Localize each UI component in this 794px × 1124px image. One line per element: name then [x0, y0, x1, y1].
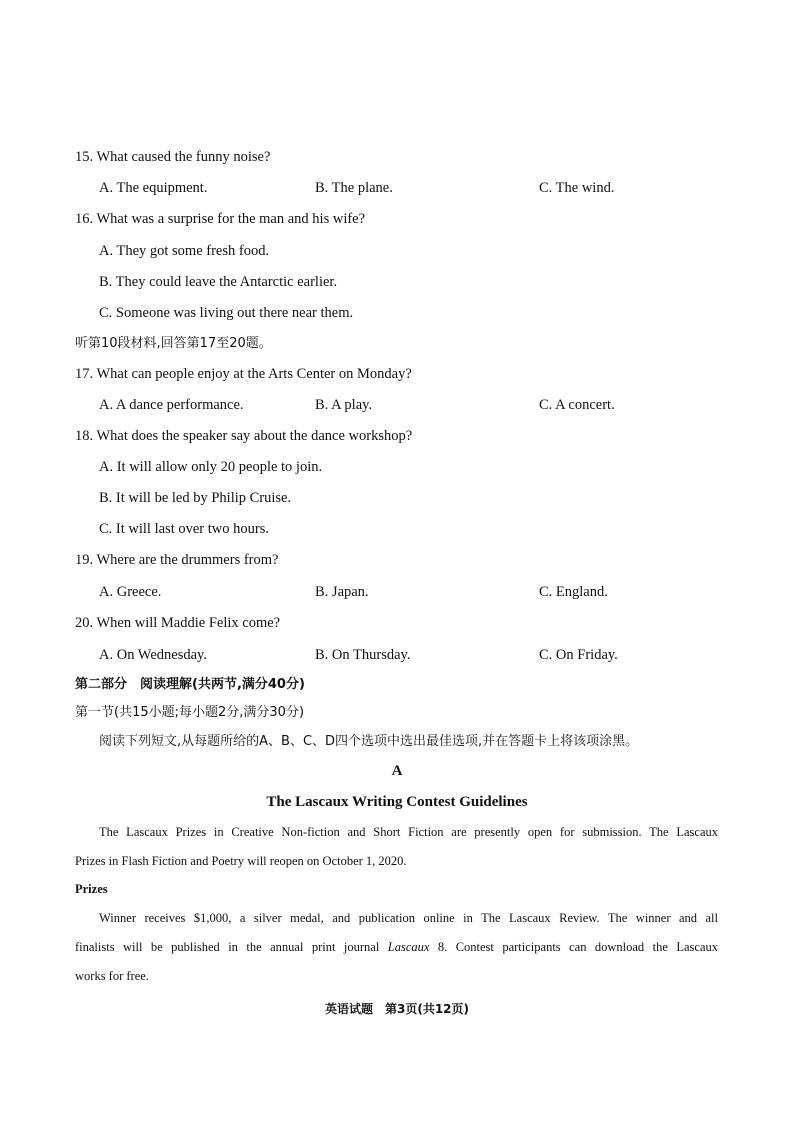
question-20-option-a: A. On Wednesday. [99, 647, 207, 663]
question-17-stem: 17. What can people enjoy at the Arts Center on Monday? [75, 366, 412, 382]
passage-paragraph-2-line-2 [75, 938, 718, 956]
question-18-option-b: B. It will be led by Philip Cruise. [99, 490, 292, 506]
passage-paragraph-2-line-3: works for free. [75, 969, 149, 983]
question-17-option-c: C. A concert. [539, 397, 615, 413]
question-18-option-c: C. It will last over two hours. [99, 521, 269, 537]
question-15-stem: 15. What caused the funny noise? [75, 149, 271, 165]
section1-heading: 第一节(共15小题;每小题2分,满分30分) [75, 705, 305, 720]
question-19-option-a: A. Greece. [99, 584, 162, 600]
question-20-option-c: C. On Friday. [539, 647, 618, 663]
passage-paragraph-2-line-1: Winner receives $1,000, a silver medal, and publication online in The Lascaux Review. The winner and all [99, 911, 718, 925]
passage-paragraph-1-line-1: The Lascaux Prizes in Creative Non-fiction and Short Fiction are presently open for submission. The Lascaux [99, 825, 718, 839]
question-16-option-a: A. They got some fresh food. [99, 243, 270, 259]
question-15-option-b: B. The plane. [315, 180, 393, 196]
prizes-heading: Prizes [75, 882, 108, 896]
passage-title: The Lascaux Writing Contest Guidelines [266, 794, 528, 810]
question-17-option-a: A. A dance performance. [99, 397, 244, 413]
question-16-option-b: B. They could leave the Antarctic earlier. [99, 274, 338, 290]
journal-title: Lascaux [387, 940, 430, 954]
paragraph-2-text-b: 8. Contest participants can download the Lascaux [429, 940, 718, 954]
question-19-stem: 19. Where are the drummers from? [75, 552, 279, 568]
question-20-option-b: B. On Thursday. [315, 647, 411, 663]
passage-paragraph-1-line-2: Prizes in Flash Fiction and Poetry will reopen on October 1, 2020. [75, 854, 407, 868]
question-18-option-a: A. It will allow only 20 people to join. [99, 459, 323, 475]
question-15-option-c: C. The wind. [539, 180, 615, 196]
page-footer: 英语试题 第3页(共12页) [324, 1002, 470, 1016]
question-20-stem: 20. When will Maddie Felix come? [75, 615, 281, 631]
reading-instruction: 阅读下列短文,从每题所给的A、B、C、D四个选项中选出最佳选项,并在答题卡上将该项涂黑。 [99, 734, 639, 749]
question-18-stem: 18. What does the speaker say about the dance workshop? [75, 428, 413, 444]
paragraph-2-text-a: finalists will be published in the annual print journal [75, 940, 388, 954]
part2-heading: 第二部分 阅读理解(共两节,满分40分) [75, 677, 305, 692]
question-19-option-c: C. England. [539, 584, 608, 600]
question-17-option-b: B. A play. [315, 397, 373, 413]
question-16-stem: 16. What was a surprise for the man and his wife? [75, 211, 366, 227]
passage-letter: A [391, 763, 403, 779]
material-note: 听第10段材料,回答第17至20题。 [75, 336, 272, 351]
question-15-option-a: A. The equipment. [99, 180, 208, 196]
question-16-option-c: C. Someone was living out there near them. [99, 305, 354, 321]
question-19-option-b: B. Japan. [315, 584, 369, 600]
